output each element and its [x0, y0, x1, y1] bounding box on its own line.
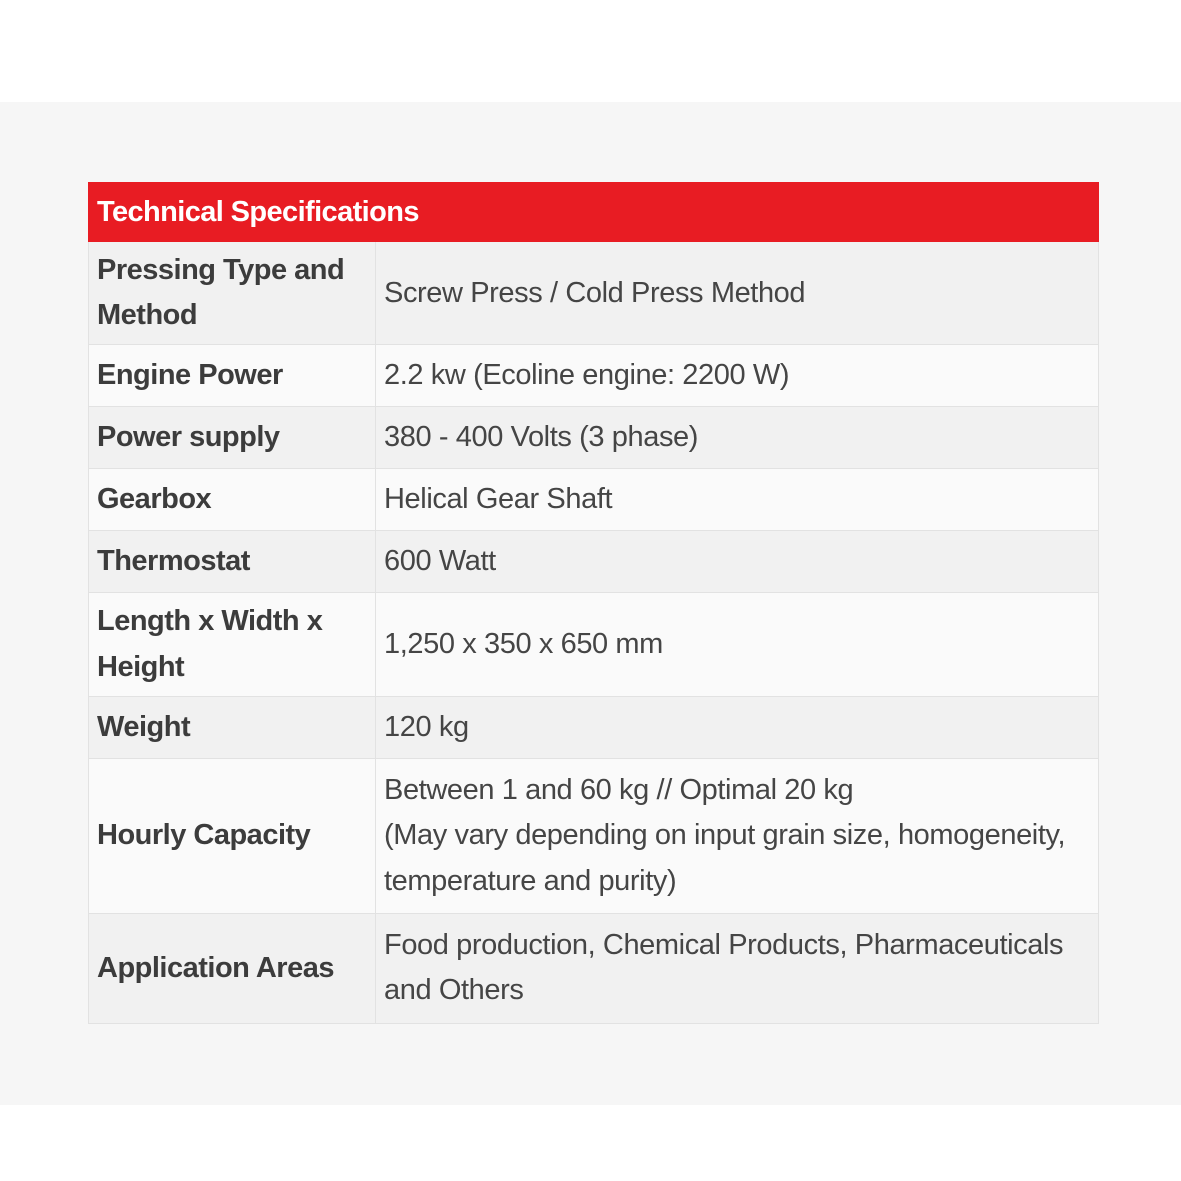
- spec-label: Pressing Type and Method: [89, 242, 376, 345]
- spec-label: Length x Width x Height: [89, 593, 376, 696]
- spec-value: 1,250 x 350 x 650 mm: [376, 593, 1099, 696]
- table-row: [89, 531, 1099, 593]
- technical-specifications-table: [88, 182, 1099, 1024]
- spec-value-note: (May vary depending on input grain size, homogeneity, temperature and purity): [384, 819, 1066, 897]
- table-row: [89, 913, 1099, 1023]
- spec-value: 2.2 kw (Ecoline engine: 2200 W): [376, 345, 1099, 407]
- table-row: [89, 242, 1099, 345]
- table-row: [89, 469, 1099, 531]
- table-row: [89, 593, 1099, 696]
- spec-value: 380 - 400 Volts (3 phase): [376, 407, 1099, 469]
- spec-value-cell: [376, 758, 1099, 913]
- spec-value: Screw Press / Cold Press Method: [376, 242, 1099, 345]
- spec-label: Power supply: [89, 407, 376, 469]
- spec-value: Helical Gear Shaft: [376, 469, 1099, 531]
- spec-label: Engine Power: [89, 345, 376, 407]
- table-row: [89, 345, 1099, 407]
- spec-value: 120 kg: [376, 696, 1099, 758]
- spec-label: Weight: [89, 696, 376, 758]
- table-header-row: [89, 183, 1099, 242]
- spec-value: Food production, Chemical Products, Pharmaceuticals and Others: [376, 913, 1099, 1023]
- spec-label: Gearbox: [89, 469, 376, 531]
- spec-value: 600 Watt: [376, 531, 1099, 593]
- table-title: Technical Specifications: [89, 183, 1099, 242]
- table-row: [89, 407, 1099, 469]
- table-row: [89, 758, 1099, 913]
- table-row: [89, 696, 1099, 758]
- spec-label: Hourly Capacity: [89, 758, 376, 913]
- spec-label: Thermostat: [89, 531, 376, 593]
- spec-label: Application Areas: [89, 913, 376, 1023]
- spec-value: Between 1 and 60 kg // Optimal 20 kg: [384, 774, 854, 807]
